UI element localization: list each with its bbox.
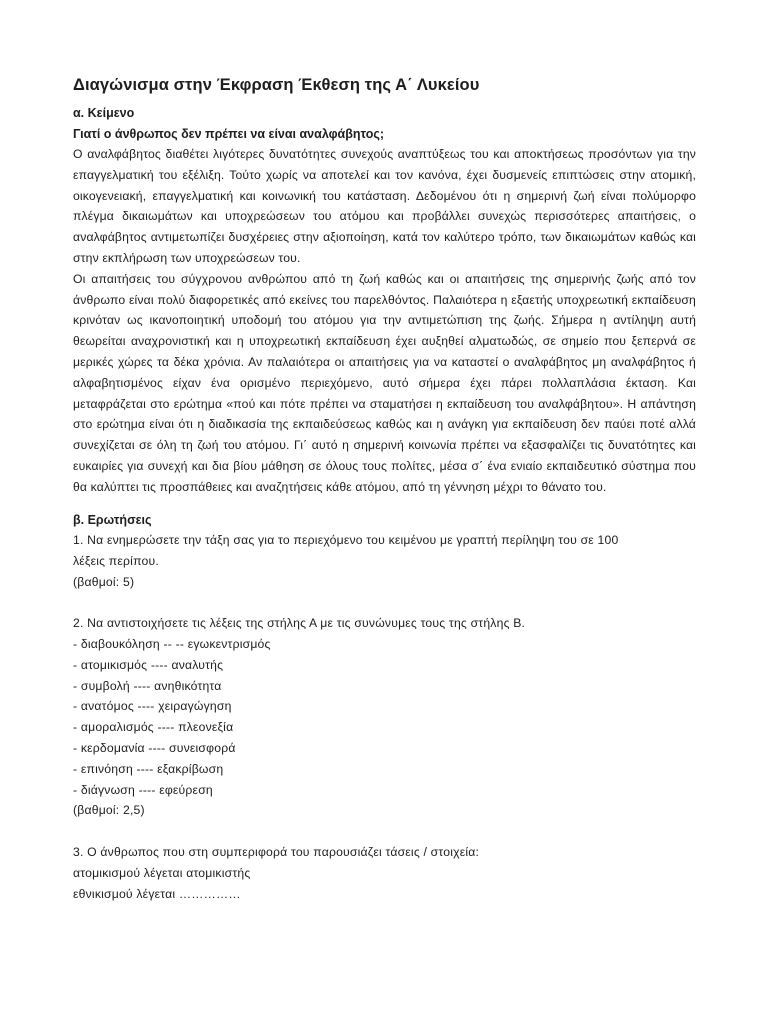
- question-2-prompt: 2. Να αντιστοιχήσετε τις λέξεις της στήλης Α με τις συνώνυμες τους της στήλης Β.: [73, 616, 526, 631]
- text-subtitle: Γιατί ο άνθρωπος δεν πρέπει να είναι αναλφάβητος;: [73, 126, 385, 141]
- question-2-pair: - συμβολή ---- ανηθικότητα: [73, 678, 222, 693]
- text-paragraph-1: Ο αναλφάβητος διαθέτει λιγότερες δυνατότητες συνεχούς αναπτύξεως του και αποκτήσεως προσόντων για την επαγγελματική του εξέλιξη. Τούτο χωρίς να αποτελεί και τον κανόνα, έχει δυσμενείς επιπτώσεις στην ατομική, οικογενειακή, επαγγελματική και κοινωνική του κατάσταση. Δεδομένου ότι η σημερινή ζωή είναι πολύμορφο πλέγμα δικαιωμάτων και υποχρεώσεων του ατόμου και προβάλλει συνεχώς περισσότερες απαιτήσεις, ο αναλφάβητος αντιμετωπίζει δυσχέρειες στην αξιοποίηση, κατά τον καλύτερο τρόπο, των δικαιωμάτων καθώς και στην εκπλήρωση των υποχρεώσεων του.: [73, 147, 696, 265]
- question-3-line-2: εθνικισμού λέγεται ……………: [73, 886, 241, 901]
- document-page: [73, 74, 696, 904]
- question-1-line-2: λέξεις περίπου.: [73, 553, 159, 568]
- question-3-line-1: ατομικισμού λέγεται ατομικιστής: [73, 865, 251, 880]
- question-3-prompt: 3. Ο άνθρωπος που στη συμπεριφορά του παρουσιάζει τάσεις / στοιχεία:: [73, 845, 480, 859]
- question-2-pair: - ανατόμος ---- χειραγώγηση: [73, 699, 232, 714]
- section-b-heading: β. Ερωτήσεις: [73, 512, 152, 527]
- section-a-heading: α. Κείμενο: [73, 106, 135, 120]
- question-1-score: (βαθμοί: 5): [73, 574, 135, 589]
- question-1-line-1: 1. Να ενημερώσετε την τάξη σας για το περιεχόμενο του κειμένου με γραπτή περίληψη του σε 100: [73, 533, 619, 548]
- question-2-score: (βαθμοί: 2,5): [73, 803, 145, 818]
- question-2-pair: - διάγνωση ---- εφεύρεση: [73, 782, 213, 797]
- question-2-pair: - επινόηση ---- εξακρίβωση: [73, 761, 224, 776]
- question-2-pair: - διαβουκόληση -- -- εγωκεντρισμός: [73, 637, 271, 652]
- question-2-pair: - αμοραλισμός ---- πλεονεξία: [73, 720, 234, 735]
- document-title: Διαγώνισμα στην Έκφραση Έκθεση της Α΄ Λυκείου: [73, 76, 480, 94]
- question-2-pair: - ατομικισμός ---- αναλυτής: [73, 657, 224, 672]
- text-paragraph-2: Οι απαιτήσεις του σύγχρονου ανθρώπου από τη ζωή καθώς και οι απαιτήσεις της σημερινής ζωής από τον άνθρωπο είναι πολύ διαφορετικές από εκείνες του παρελθόντος. Παλαιότερα η εξαετής υποχρεωτική εκπαίδευση κρινόταν ως ικανοποιητική υποδομή του ατόμου για την αντιμετώπιση της ζωής. Σήμερα η αντίληψη αυτή θεωρείται αναχρονιστική και η υποχρεωτική εκπαίδευση έχει αυξηθεί αλματωδώς, σε σημείο που ξεπερνά σε μερικές χώρες τα δέκα χρόνια. Αν παλαιότερα οι απαιτήσεις για να καταστεί ο αναλφάβητος μη αναλφάβητος ή αλφαβητισμένος είχαν ένα ορισμένο περιεχόμενο, αυτό σήμερα έχει πάρει πολλαπλάσια έκταση. Και μεταφράζεται στο ερώτημα «πού και πότε πρέπει να σταματήσει η εκπαίδευση του αναλφάβητου». Η απάντηση στο ερώτημα είναι ότι η διαδικασία της εκπαιδεύσεως καθώς και η ανάγκη για εκπαίδευση δεν παύει ποτέ αλλά συνεχίζεται σε όλη τη ζωή του ατόμου. Γι΄ αυτό η σημερινή κοινωνία πρέπει να εξασφαλίζει τις δυνατότητες και ευκαιρίες για συνεχή και δια βίου μάθηση σε όλους τους πολίτες, μέσα σ΄ ένα ενιαίο εκπαιδευτικό σύστημα που θα καλύπτει τις προσπάθειες και αναζητήσεις κάθε ατόμου, από τη γέννηση μέχρι το θάνατο του.: [73, 271, 696, 494]
- question-2-pair: - κερδομανία ---- συνεισφορά: [73, 741, 236, 756]
